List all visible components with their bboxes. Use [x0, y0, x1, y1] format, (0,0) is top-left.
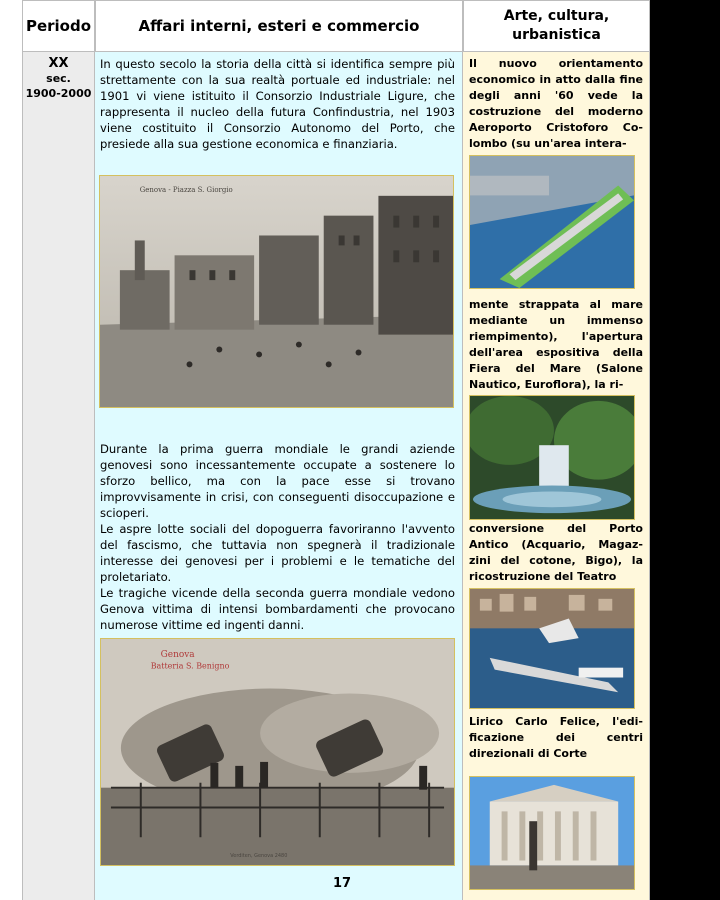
period-label: sec. — [46, 72, 71, 85]
photo-batteria-footer: Verditen, Genova 2480 — [230, 853, 288, 860]
photo-porto-antico — [469, 588, 635, 709]
paragraph-second-war: Le tragiche vicende della seconda guerra mondiale vedono Genova vittima di intensi bombardamenti che provocano numerose vittime ed ingenti danni. — [100, 586, 455, 632]
paragraphs-wars — [100, 441, 455, 633]
photo-piazza-caption: Genova - Piazza S. Giorgio — [139, 185, 233, 194]
culture-text-fiera: mente strappata al mare mediante un immenso riempimento), l'apertura dell'area espositiva della Fiera del Mare (Salone Nautico, Euroflora), la ri- — [469, 298, 643, 391]
header-culture-line2: urbanistica — [512, 27, 601, 43]
header-period-label: Periodo — [25, 17, 92, 35]
page-number: 17 — [332, 876, 352, 891]
header-affairs — [95, 0, 463, 52]
photo-airport — [469, 155, 635, 289]
photo-fountain — [469, 395, 635, 520]
period-cell — [22, 56, 95, 101]
photo-batteria-title: Genova — [160, 649, 195, 660]
culture-text-porto-antico: conversione del Porto Antico (Acquario, Magaz-zini del cotone, Bigo), la ricostruzione del Teatro — [469, 522, 643, 583]
period-column — [22, 52, 95, 900]
culture-text-carlo-felice: Lirico Carlo Felice, l'edi-ficazione dei centri direzionali di Corte — [469, 715, 643, 760]
culture-text-airport: Il nuovo orientamento economico in atto dalla fine degli anni '60 vede la costruzione del moderno Aeroporto Cristoforo Co-lombo (su un'area intera- — [469, 57, 643, 150]
paragraph-consorzio: In questo secolo la storia della città si identifica sempre più strettamente con la sua realtà portuale ed industriale: nel 1901 vi viene istituito il Consorzio Industriale Ligure, che rappresenta il nucleo della futura Confindustria, nel 1903 viene costituito il Consorzio Autonomo del Porto, che presiede alla sua gestione economica e finanziaria. — [100, 57, 455, 151]
paragraph-fascism: Le aspre lotte sociali del dopoguerra favoriranno l'avvento del fascismo, che tuttavia non spegnerà il tradizionale interesse dei genovesi per i problemi e le tematiche del proletariato. — [100, 522, 455, 584]
photo-batteria-san-benigno — [100, 638, 455, 866]
period-years: 1900-2000 — [25, 87, 92, 100]
header-affairs-label: Affari interni, esteri e commercio — [138, 17, 420, 35]
page-margin-strip — [650, 0, 720, 900]
photo-piazza-san-giorgio — [99, 175, 454, 408]
header-culture-line1: Arte, cultura, — [503, 8, 610, 24]
photo-batteria-subtitle: Batteria S. Benigno — [150, 661, 230, 671]
period-century: XX — [48, 56, 69, 71]
header-period — [22, 0, 95, 52]
photo-teatro-carlo-felice — [469, 776, 635, 890]
paragraph-first-war: Durante la prima guerra mondiale le grandi aziende genovesi sono incessantemente occupate a sostenere lo sforzo bellico, ma con la pace esse si trovano improvvisamente in crisi, con conseguenti disoccupazione e scioperi. — [100, 442, 455, 520]
header-culture — [463, 0, 650, 52]
